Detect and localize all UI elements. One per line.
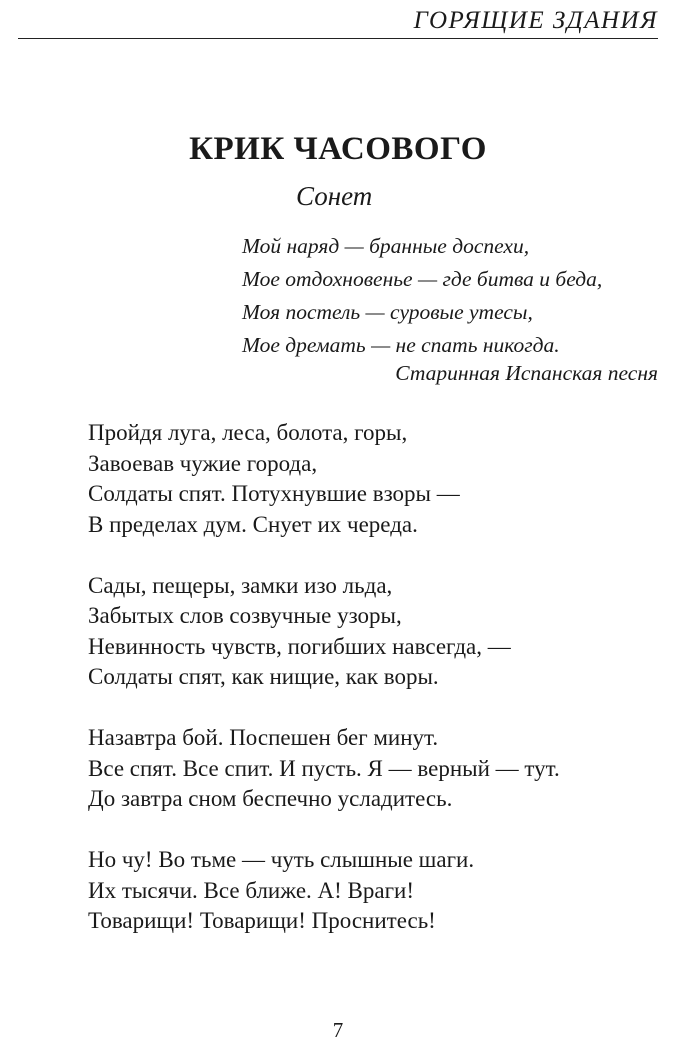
poem-line: Но чу! Во тьме — чуть слышные шаги.	[88, 847, 475, 872]
poem-line: Невинность чувств, погибших навсегда, —	[88, 633, 511, 659]
stanza	[88, 418, 560, 540]
poem-line: Все спят. Все спит. И пусть. Я — верный — тут.	[88, 755, 560, 781]
epigraph	[242, 230, 602, 362]
running-head: ГОРЯЩИЕ ЗДАНИЯ	[413, 7, 658, 34]
poem-body	[88, 418, 560, 937]
poem-line: До завтра сном беспечно усладитесь.	[88, 786, 453, 811]
stanza	[88, 571, 560, 693]
epigraph-source: Старинная Испанская песня	[395, 361, 658, 385]
poem-subtitle: Сонет	[296, 181, 373, 211]
stanza	[88, 723, 560, 815]
poem-line: В пределах дум. Снует их череда.	[88, 511, 418, 537]
header-rule	[18, 38, 658, 39]
epigraph-line: Моя постель — суровые утесы,	[242, 300, 533, 324]
poem-title: КРИК ЧАСОВОГО	[189, 131, 487, 167]
poem-line: Завоевав чужие города,	[88, 450, 318, 476]
poem-line: Солдаты спят, как нищие, как воры.	[88, 664, 439, 689]
page-number: 7	[332, 1018, 344, 1042]
epigraph-line: Мое дремать — не спать никогда.	[242, 333, 560, 357]
poem-line: Их тысячи. Все ближе. А! Враги!	[88, 877, 414, 903]
poem-line: Пройдя луга, леса, болота, горы,	[88, 420, 408, 445]
poem-line: Товарищи! Товарищи! Проснитесь!	[88, 908, 436, 933]
epigraph-line: Мой наряд — бранные доспехи,	[242, 234, 530, 258]
poem-line: Солдаты спят. Потухнувшие взоры —	[88, 481, 460, 506]
stanza	[88, 845, 560, 937]
poem-line: Сады, пещеры, замки изо льда,	[88, 572, 393, 598]
epigraph-line: Мое отдохновенье — где битва и беда,	[242, 267, 603, 291]
poem-line: Назавтра бой. Поспешен бег минут.	[88, 725, 439, 750]
poem-line: Забытых слов созвучные узоры,	[88, 603, 402, 628]
